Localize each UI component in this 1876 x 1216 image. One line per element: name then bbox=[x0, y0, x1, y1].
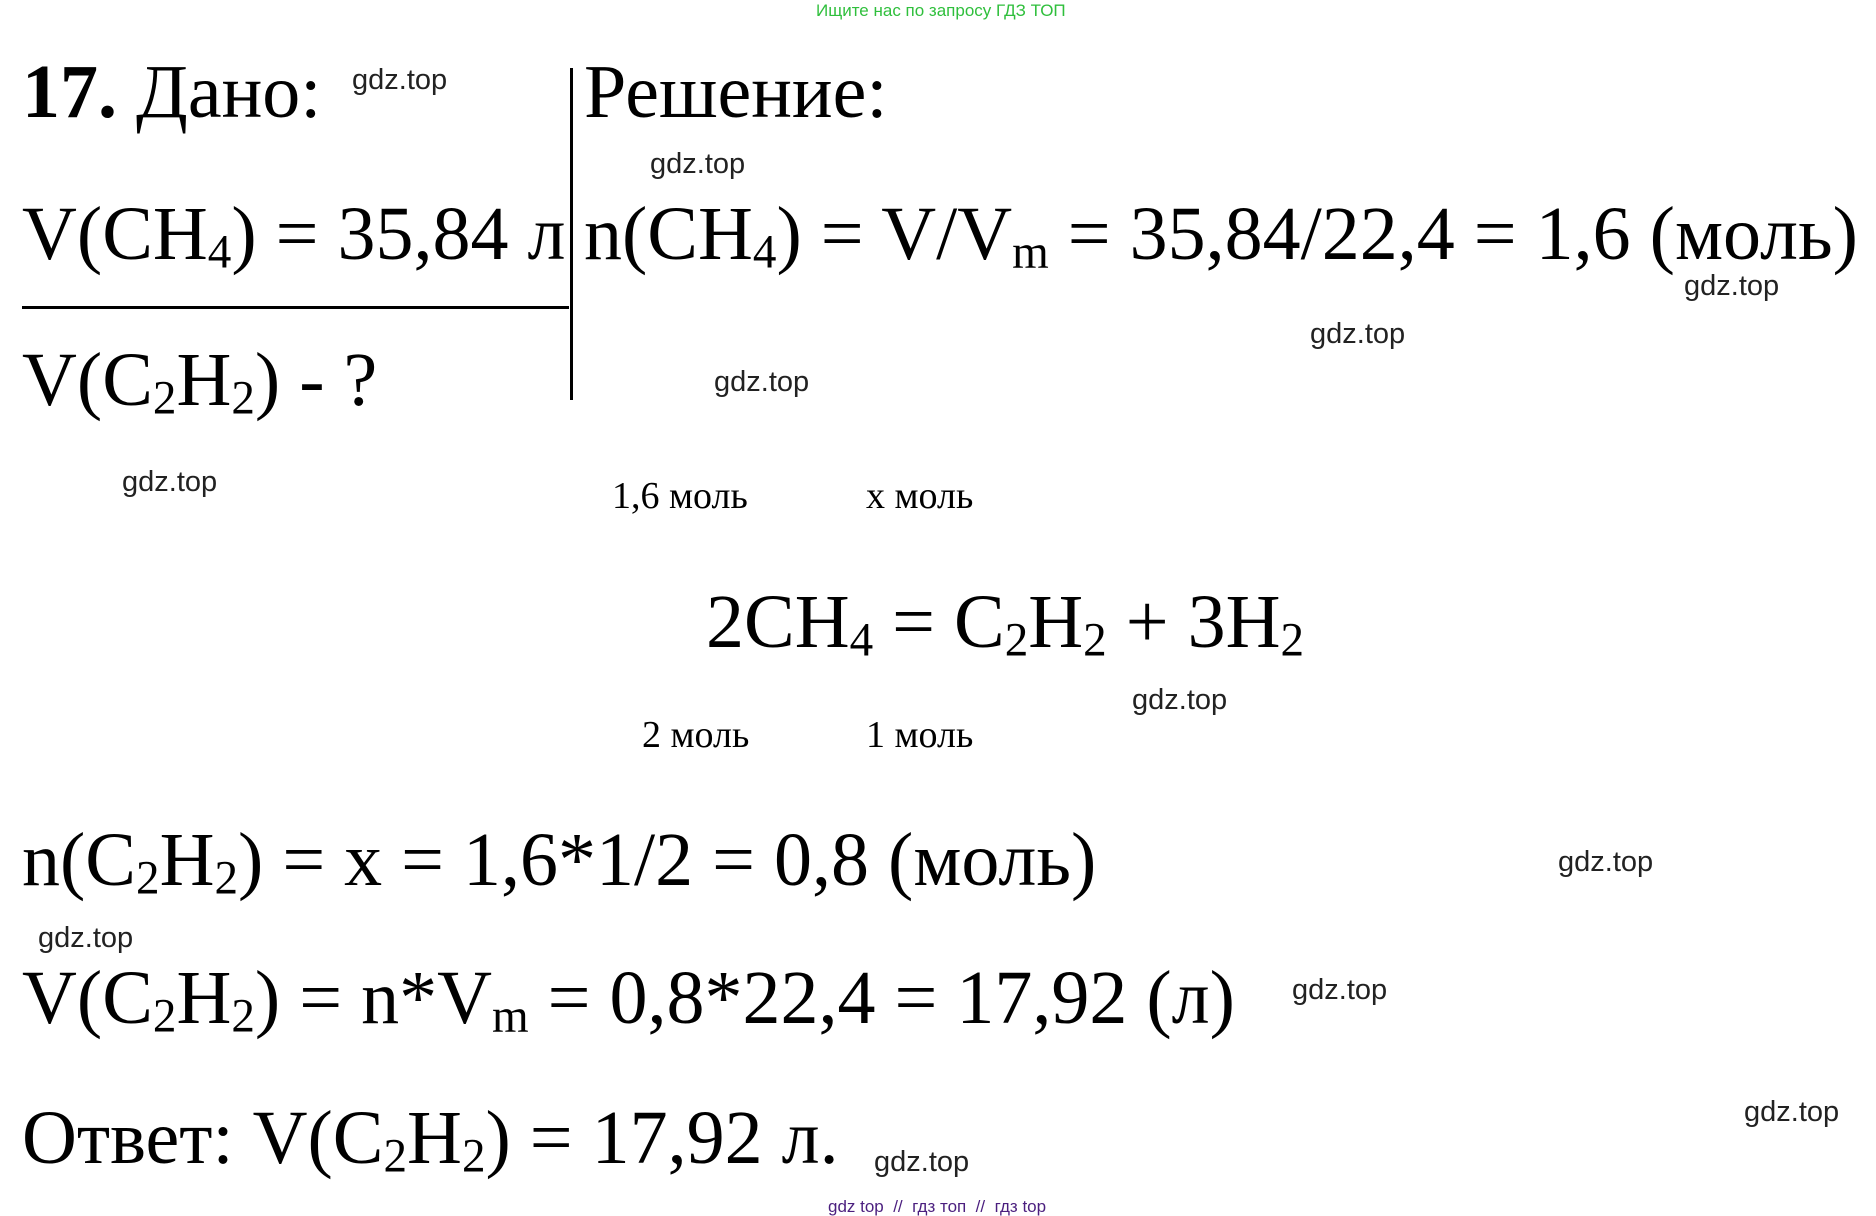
moles-c2h2-equation: $n(C_2H_2) = x = 1,6*1/2 = 0,8$ (моль) bbox=[22, 818, 1097, 905]
watermark: gdz.top bbox=[1744, 1096, 1840, 1128]
reaction-above-left: 1,6 моль bbox=[612, 475, 748, 517]
given-label: Дано: bbox=[136, 50, 322, 134]
watermark: gdz.top bbox=[1292, 974, 1388, 1006]
problem-number: 17. bbox=[22, 50, 117, 134]
volume-c2h2-equation: $V(C_2H_2) = n*V_m = 0,8*22,4 = 17,92$ (л) bbox=[22, 956, 1235, 1043]
moles-ch4-equation: $n(CH_4) = V/V_m = 35,84/22,4 = 1,6$ (моль) bbox=[584, 192, 1858, 279]
given-volume-ch4: $V(CH_4) = 35,84$ л bbox=[22, 192, 566, 279]
bottom-banner: gdz top // гдз топ // гдз top bbox=[828, 1197, 1047, 1216]
reaction-below-left: 2 моль bbox=[642, 714, 750, 756]
solution-label: Решение: bbox=[584, 50, 888, 134]
top-banner: Ищите нас по запросу ГДЗ ТОП bbox=[816, 1, 1066, 20]
reaction-above-right: x моль bbox=[866, 475, 974, 517]
watermark: gdz.top bbox=[352, 64, 448, 96]
watermark: gdz.top bbox=[1310, 318, 1406, 350]
answer-line: Ответ: $V(C_2H_2) = 17,92$ л. bbox=[22, 1096, 839, 1183]
watermark: gdz.top bbox=[1684, 270, 1780, 302]
watermark: gdz.top bbox=[714, 366, 810, 398]
watermark: gdz.top bbox=[650, 148, 746, 180]
reaction-equation: $2CH_4 = C_2H_2 + 3H_2$ bbox=[706, 580, 1305, 667]
find-volume-c2h2: $V(C_2H_2)$ - ? bbox=[22, 338, 378, 425]
watermark: gdz.top bbox=[1132, 684, 1228, 716]
watermark: gdz.top bbox=[1558, 846, 1654, 878]
watermark: gdz.top bbox=[38, 922, 134, 954]
watermark: gdz.top bbox=[874, 1146, 970, 1178]
given-horizontal-divider bbox=[22, 306, 569, 309]
problem-heading bbox=[22, 50, 322, 134]
given-vertical-divider bbox=[570, 68, 573, 400]
watermark: gdz.top bbox=[122, 466, 218, 498]
reaction-below-right: 1 моль bbox=[866, 714, 974, 756]
